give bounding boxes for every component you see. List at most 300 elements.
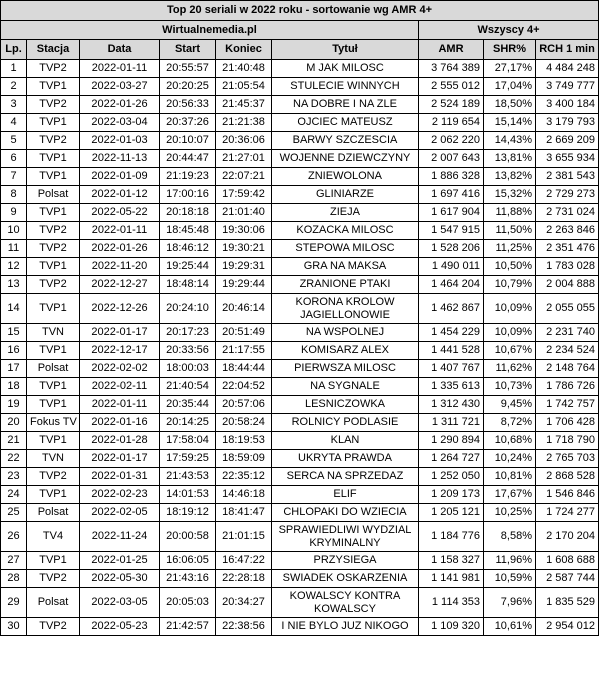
table-cell: 18,50% bbox=[484, 96, 536, 114]
table-cell: 2 954 012 bbox=[536, 618, 599, 636]
table-cell: 1 114 353 bbox=[419, 588, 484, 618]
table-row bbox=[1, 222, 599, 240]
table-cell: 11,88% bbox=[484, 204, 536, 222]
table-cell: 19:30:06 bbox=[216, 222, 272, 240]
table-cell: 2022-01-03 bbox=[80, 132, 160, 150]
table-cell: 2022-03-05 bbox=[80, 588, 160, 618]
table-cell: 19:29:44 bbox=[216, 276, 272, 294]
table-cell: SWIADEK OSKARZENIA bbox=[272, 570, 419, 588]
table-cell: 1 608 688 bbox=[536, 552, 599, 570]
table-cell: 2022-01-11 bbox=[80, 396, 160, 414]
source-label: Wirtualnemedia.pl bbox=[1, 21, 419, 40]
table-cell: 1 835 529 bbox=[536, 588, 599, 618]
table-cell: 3 655 934 bbox=[536, 150, 599, 168]
table-cell: 20 bbox=[1, 414, 27, 432]
table-row bbox=[1, 186, 599, 204]
table-cell: 10,79% bbox=[484, 276, 536, 294]
table-row bbox=[1, 324, 599, 342]
table-cell: 20:56:33 bbox=[160, 96, 216, 114]
table-cell: 17:59:42 bbox=[216, 186, 272, 204]
table-cell: 21:19:23 bbox=[160, 168, 216, 186]
table-cell: 8,58% bbox=[484, 522, 536, 552]
table-title: Top 20 seriali w 2022 roku - sortowanie wg AMR 4+ bbox=[1, 1, 599, 21]
table-cell: 10,73% bbox=[484, 378, 536, 396]
table-cell: TVP1 bbox=[27, 432, 80, 450]
table-cell: 10,50% bbox=[484, 258, 536, 276]
table-cell: 21:45:37 bbox=[216, 96, 272, 114]
table-row bbox=[1, 342, 599, 360]
table-row bbox=[1, 240, 599, 258]
table-cell: 18:41:47 bbox=[216, 504, 272, 522]
table-cell: 21:40:54 bbox=[160, 378, 216, 396]
table-cell: 13,81% bbox=[484, 150, 536, 168]
table-cell: KOZACKA MILOSC bbox=[272, 222, 419, 240]
table-cell: TV4 bbox=[27, 522, 80, 552]
table-cell: 12 bbox=[1, 258, 27, 276]
table-row bbox=[1, 168, 599, 186]
table-cell: 9 bbox=[1, 204, 27, 222]
table-cell: 2022-01-11 bbox=[80, 60, 160, 78]
table-row bbox=[1, 414, 599, 432]
table-cell: 1 617 904 bbox=[419, 204, 484, 222]
table-cell: 20:33:56 bbox=[160, 342, 216, 360]
table-cell: 22:04:52 bbox=[216, 378, 272, 396]
table-cell: 4 bbox=[1, 114, 27, 132]
table-cell: 1 706 428 bbox=[536, 414, 599, 432]
table-row bbox=[1, 360, 599, 378]
table-cell: BARWY SZCZESCIA bbox=[272, 132, 419, 150]
table-cell: 15 bbox=[1, 324, 27, 342]
table-cell: TVP2 bbox=[27, 570, 80, 588]
table-cell: 17 bbox=[1, 360, 27, 378]
table-cell: 20:37:26 bbox=[160, 114, 216, 132]
table-cell: 2 263 846 bbox=[536, 222, 599, 240]
table-cell: 2 765 703 bbox=[536, 450, 599, 468]
table-cell: 2022-01-26 bbox=[80, 240, 160, 258]
table-cell: LESNICZOWKA bbox=[272, 396, 419, 414]
table-cell: 20:17:23 bbox=[160, 324, 216, 342]
table-cell: 8 bbox=[1, 186, 27, 204]
table-cell: 18:44:44 bbox=[216, 360, 272, 378]
table-cell: 1 312 430 bbox=[419, 396, 484, 414]
table-cell: 25 bbox=[1, 504, 27, 522]
col-header-data: Data bbox=[80, 40, 160, 60]
table-cell: 11,50% bbox=[484, 222, 536, 240]
table-cell: 2022-11-24 bbox=[80, 522, 160, 552]
table-cell: 16:06:05 bbox=[160, 552, 216, 570]
table-cell: 17:00:16 bbox=[160, 186, 216, 204]
table-cell: 2022-01-31 bbox=[80, 468, 160, 486]
table-cell: 2022-01-25 bbox=[80, 552, 160, 570]
table-cell: 14 bbox=[1, 294, 27, 324]
table-cell: Polsat bbox=[27, 588, 80, 618]
table-cell: TVP1 bbox=[27, 114, 80, 132]
table-cell: 21:01:15 bbox=[216, 522, 272, 552]
table-row bbox=[1, 132, 599, 150]
table-cell: 13,82% bbox=[484, 168, 536, 186]
table-cell: 2022-11-20 bbox=[80, 258, 160, 276]
table-cell: 2 055 055 bbox=[536, 294, 599, 324]
table-cell: 2 351 476 bbox=[536, 240, 599, 258]
table-cell: 2 555 012 bbox=[419, 78, 484, 96]
table-cell: 7 bbox=[1, 168, 27, 186]
col-header-tytul: Tytuł bbox=[272, 40, 419, 60]
table-cell: KLAN bbox=[272, 432, 419, 450]
table-cell: CHLOPAKI DO WZIECIA bbox=[272, 504, 419, 522]
table-cell: 20:20:25 bbox=[160, 78, 216, 96]
table-cell: 1 109 320 bbox=[419, 618, 484, 636]
table-cell: 2 731 024 bbox=[536, 204, 599, 222]
table-cell: 1 718 790 bbox=[536, 432, 599, 450]
table-cell: TVP2 bbox=[27, 96, 80, 114]
table-row bbox=[1, 378, 599, 396]
table-cell: I NIE BYLO JUZ NIKOGO bbox=[272, 618, 419, 636]
table-cell: 1 141 981 bbox=[419, 570, 484, 588]
table-cell: 1 158 327 bbox=[419, 552, 484, 570]
table-cell: 20:57:06 bbox=[216, 396, 272, 414]
table-cell: 1 783 028 bbox=[536, 258, 599, 276]
table-cell: 16:47:22 bbox=[216, 552, 272, 570]
table-cell: TVP2 bbox=[27, 618, 80, 636]
table-cell: TVP2 bbox=[27, 240, 80, 258]
table-cell: 1 bbox=[1, 60, 27, 78]
table-cell: 2022-03-04 bbox=[80, 114, 160, 132]
table-cell: 10,24% bbox=[484, 450, 536, 468]
table-cell: 1 205 121 bbox=[419, 504, 484, 522]
table-cell: Fokus TV bbox=[27, 414, 80, 432]
table-cell: TVP1 bbox=[27, 378, 80, 396]
table-cell: 3 179 793 bbox=[536, 114, 599, 132]
group-label: Wszyscy 4+ bbox=[419, 21, 599, 40]
table-cell: 10,68% bbox=[484, 432, 536, 450]
table-cell: 20:00:58 bbox=[160, 522, 216, 552]
table-cell: TVP1 bbox=[27, 294, 80, 324]
table-cell: 22:07:21 bbox=[216, 168, 272, 186]
table-cell: 26 bbox=[1, 522, 27, 552]
header-row bbox=[1, 40, 599, 60]
table-cell: 2022-02-02 bbox=[80, 360, 160, 378]
table-cell: 3 749 777 bbox=[536, 78, 599, 96]
table-row bbox=[1, 204, 599, 222]
table-cell: 14:01:53 bbox=[160, 486, 216, 504]
table-cell: 11,62% bbox=[484, 360, 536, 378]
table-cell: 21:05:54 bbox=[216, 78, 272, 96]
col-header-shr: SHR% bbox=[484, 40, 536, 60]
table-cell: 20:24:10 bbox=[160, 294, 216, 324]
table-cell: 1 462 867 bbox=[419, 294, 484, 324]
table-cell: 2022-01-28 bbox=[80, 432, 160, 450]
table-cell: 1 697 416 bbox=[419, 186, 484, 204]
table-cell: 2022-12-27 bbox=[80, 276, 160, 294]
table-cell: 1 724 277 bbox=[536, 504, 599, 522]
table-cell: ZIEJA bbox=[272, 204, 419, 222]
table-cell: UKRYTA PRAWDA bbox=[272, 450, 419, 468]
table-cell: TVP1 bbox=[27, 204, 80, 222]
table-cell: 11,25% bbox=[484, 240, 536, 258]
table-cell: 18:19:53 bbox=[216, 432, 272, 450]
table-row bbox=[1, 60, 599, 78]
table-row bbox=[1, 114, 599, 132]
table-cell: KOMISARZ ALEX bbox=[272, 342, 419, 360]
table-cell: 1 441 528 bbox=[419, 342, 484, 360]
table-row bbox=[1, 570, 599, 588]
table-cell: 2 669 209 bbox=[536, 132, 599, 150]
table-cell: 2022-01-11 bbox=[80, 222, 160, 240]
table-cell: 2 170 204 bbox=[536, 522, 599, 552]
table-cell: 1 209 173 bbox=[419, 486, 484, 504]
table-cell: 20:55:57 bbox=[160, 60, 216, 78]
table-cell: 21:40:48 bbox=[216, 60, 272, 78]
table-row bbox=[1, 294, 599, 324]
table-cell: 23 bbox=[1, 468, 27, 486]
table-cell: 10,59% bbox=[484, 570, 536, 588]
table-cell: 2 007 643 bbox=[419, 150, 484, 168]
table-cell: SERCA NA SPRZEDAZ bbox=[272, 468, 419, 486]
table-cell: 1 264 727 bbox=[419, 450, 484, 468]
table-cell: 3 400 184 bbox=[536, 96, 599, 114]
table-cell: 21:43:16 bbox=[160, 570, 216, 588]
table-cell: 21:17:55 bbox=[216, 342, 272, 360]
col-header-amr: AMR bbox=[419, 40, 484, 60]
table-cell: 14,43% bbox=[484, 132, 536, 150]
table-cell: Polsat bbox=[27, 504, 80, 522]
table-cell: 19 bbox=[1, 396, 27, 414]
table-cell: 1 311 721 bbox=[419, 414, 484, 432]
table-cell: 2 868 528 bbox=[536, 468, 599, 486]
table-cell: M JAK MILOSC bbox=[272, 60, 419, 78]
table-cell: 2 bbox=[1, 78, 27, 96]
table-cell: 11 bbox=[1, 240, 27, 258]
col-header-start: Start bbox=[160, 40, 216, 60]
table-cell: 21 bbox=[1, 432, 27, 450]
table-row bbox=[1, 396, 599, 414]
table-row bbox=[1, 618, 599, 636]
table-cell: 2022-05-30 bbox=[80, 570, 160, 588]
table-cell: TVP1 bbox=[27, 486, 80, 504]
table-cell: 20:35:44 bbox=[160, 396, 216, 414]
table-cell: 2022-03-27 bbox=[80, 78, 160, 96]
table-cell: TVP1 bbox=[27, 258, 80, 276]
table-cell: 10,09% bbox=[484, 324, 536, 342]
table-cell: 20:05:03 bbox=[160, 588, 216, 618]
table-cell: 8,72% bbox=[484, 414, 536, 432]
table-cell: TVP1 bbox=[27, 396, 80, 414]
table-cell: 2022-12-17 bbox=[80, 342, 160, 360]
table-cell: SPRAWIEDLIWI WYDZIAL KRYMINALNY bbox=[272, 522, 419, 552]
table-cell: 20:36:06 bbox=[216, 132, 272, 150]
table-cell: 1 547 915 bbox=[419, 222, 484, 240]
table-cell: GLINIARZE bbox=[272, 186, 419, 204]
table-cell: TVP2 bbox=[27, 222, 80, 240]
table-cell: 1 454 229 bbox=[419, 324, 484, 342]
table-cell: 21:27:01 bbox=[216, 150, 272, 168]
table-row bbox=[1, 450, 599, 468]
table-cell: 20:14:25 bbox=[160, 414, 216, 432]
table-cell: 9,45% bbox=[484, 396, 536, 414]
table-cell: 10,61% bbox=[484, 618, 536, 636]
col-header-rch: RCH 1 min bbox=[536, 40, 599, 60]
table-row bbox=[1, 552, 599, 570]
table-cell: 24 bbox=[1, 486, 27, 504]
table-cell: 2 381 543 bbox=[536, 168, 599, 186]
table-cell: 30 bbox=[1, 618, 27, 636]
table-cell: 18 bbox=[1, 378, 27, 396]
table-row bbox=[1, 468, 599, 486]
table-cell: 1 786 726 bbox=[536, 378, 599, 396]
table-cell: 17:59:25 bbox=[160, 450, 216, 468]
table-cell: 2022-05-23 bbox=[80, 618, 160, 636]
table-cell: 10,67% bbox=[484, 342, 536, 360]
table-cell: 27 bbox=[1, 552, 27, 570]
table-cell: NA WSPOLNEJ bbox=[272, 324, 419, 342]
table-cell: 2 148 764 bbox=[536, 360, 599, 378]
table-cell: GRA NA MAKSA bbox=[272, 258, 419, 276]
table-cell: 29 bbox=[1, 588, 27, 618]
table-cell: 18:19:12 bbox=[160, 504, 216, 522]
table-cell: PRZYSIEGA bbox=[272, 552, 419, 570]
table-cell: 1 335 613 bbox=[419, 378, 484, 396]
title-row bbox=[1, 1, 599, 21]
table-cell: 3 764 389 bbox=[419, 60, 484, 78]
table-cell: TVP1 bbox=[27, 552, 80, 570]
table-cell: 2 119 654 bbox=[419, 114, 484, 132]
table-cell: 18:45:48 bbox=[160, 222, 216, 240]
table-cell: ZNIEWOLONA bbox=[272, 168, 419, 186]
table-row bbox=[1, 96, 599, 114]
source-row bbox=[1, 21, 599, 40]
table-cell: 1 464 204 bbox=[419, 276, 484, 294]
table-cell: 20:10:07 bbox=[160, 132, 216, 150]
table-cell: TVP1 bbox=[27, 150, 80, 168]
table-row bbox=[1, 258, 599, 276]
table-cell: 1 528 206 bbox=[419, 240, 484, 258]
table-cell: 19:30:21 bbox=[216, 240, 272, 258]
table-cell: 22:28:18 bbox=[216, 570, 272, 588]
table-cell: NA DOBRE I NA ZLE bbox=[272, 96, 419, 114]
table-cell: 11,96% bbox=[484, 552, 536, 570]
table-cell: 15,14% bbox=[484, 114, 536, 132]
table-cell: WOJENNE DZIEWCZYNY bbox=[272, 150, 419, 168]
table-cell: 21:43:53 bbox=[160, 468, 216, 486]
col-header-stacja: Stacja bbox=[27, 40, 80, 60]
col-header-koniec: Koniec bbox=[216, 40, 272, 60]
table-cell: 2022-01-26 bbox=[80, 96, 160, 114]
table-cell: 10,25% bbox=[484, 504, 536, 522]
table-cell: 2022-05-22 bbox=[80, 204, 160, 222]
table-cell: TVP2 bbox=[27, 132, 80, 150]
table-cell: TVP2 bbox=[27, 468, 80, 486]
table-cell: 1 407 767 bbox=[419, 360, 484, 378]
table-cell: 2022-01-17 bbox=[80, 324, 160, 342]
table-cell: TVP1 bbox=[27, 342, 80, 360]
table-cell: STULECIE WINNYCH bbox=[272, 78, 419, 96]
table-cell: 17:58:04 bbox=[160, 432, 216, 450]
table-cell: 20:44:47 bbox=[160, 150, 216, 168]
table-row bbox=[1, 522, 599, 552]
table-cell: 4 484 248 bbox=[536, 60, 599, 78]
table-cell: 2022-01-09 bbox=[80, 168, 160, 186]
table-cell: TVN bbox=[27, 450, 80, 468]
table-cell: 1 252 050 bbox=[419, 468, 484, 486]
table-cell: 2022-02-11 bbox=[80, 378, 160, 396]
table-cell: 2 587 744 bbox=[536, 570, 599, 588]
table-cell: 1 490 011 bbox=[419, 258, 484, 276]
table-cell: 6 bbox=[1, 150, 27, 168]
table-row bbox=[1, 486, 599, 504]
table-cell: 1 546 846 bbox=[536, 486, 599, 504]
table-cell: 13 bbox=[1, 276, 27, 294]
table-cell: 20:34:27 bbox=[216, 588, 272, 618]
table-cell: KOWALSCY KONTRA KOWALSCY bbox=[272, 588, 419, 618]
table-cell: 3 bbox=[1, 96, 27, 114]
table-cell: TVP2 bbox=[27, 60, 80, 78]
table-cell: 17,04% bbox=[484, 78, 536, 96]
table-cell: 20:58:24 bbox=[216, 414, 272, 432]
table-cell: 21:42:57 bbox=[160, 618, 216, 636]
table-cell: 28 bbox=[1, 570, 27, 588]
table-row bbox=[1, 78, 599, 96]
table-cell: 21:01:40 bbox=[216, 204, 272, 222]
table-cell: ELIF bbox=[272, 486, 419, 504]
table-cell: 2022-12-26 bbox=[80, 294, 160, 324]
table-cell: ZRANIONE PTAKI bbox=[272, 276, 419, 294]
table-cell: 2 062 220 bbox=[419, 132, 484, 150]
table-cell: 1 742 757 bbox=[536, 396, 599, 414]
table-cell: 18:46:12 bbox=[160, 240, 216, 258]
table-cell: 1 886 328 bbox=[419, 168, 484, 186]
table-cell: OJCIEC MATEUSZ bbox=[272, 114, 419, 132]
table-cell: PIERWSZA MILOSC bbox=[272, 360, 419, 378]
table-cell: NA SYGNALE bbox=[272, 378, 419, 396]
table-cell: 2022-01-12 bbox=[80, 186, 160, 204]
table-cell: 19:29:31 bbox=[216, 258, 272, 276]
table-cell: 27,17% bbox=[484, 60, 536, 78]
table-cell: 2022-01-16 bbox=[80, 414, 160, 432]
table-cell: 2 234 524 bbox=[536, 342, 599, 360]
table-cell: KORONA KROLOW JAGIELLONOWIE bbox=[272, 294, 419, 324]
table-cell: 1 184 776 bbox=[419, 522, 484, 552]
table-cell: TVP1 bbox=[27, 78, 80, 96]
table-cell: 20:51:49 bbox=[216, 324, 272, 342]
table-cell: 19:25:44 bbox=[160, 258, 216, 276]
table-cell: 17,67% bbox=[484, 486, 536, 504]
table-row bbox=[1, 150, 599, 168]
table-cell: 22:38:56 bbox=[216, 618, 272, 636]
table-row bbox=[1, 276, 599, 294]
table-cell: Polsat bbox=[27, 186, 80, 204]
table-cell: 1 290 894 bbox=[419, 432, 484, 450]
table-cell: 21:21:38 bbox=[216, 114, 272, 132]
table-cell: Polsat bbox=[27, 360, 80, 378]
table-cell: 5 bbox=[1, 132, 27, 150]
table-cell: 14:46:18 bbox=[216, 486, 272, 504]
table-cell: 2 524 189 bbox=[419, 96, 484, 114]
table-cell: 18:00:03 bbox=[160, 360, 216, 378]
table-cell: 2022-11-13 bbox=[80, 150, 160, 168]
table-cell: 10 bbox=[1, 222, 27, 240]
table-cell: 10,81% bbox=[484, 468, 536, 486]
table-cell: 20:18:18 bbox=[160, 204, 216, 222]
table-cell: 2022-02-05 bbox=[80, 504, 160, 522]
table-row bbox=[1, 504, 599, 522]
table-cell: TVP2 bbox=[27, 276, 80, 294]
table-cell: 18:48:14 bbox=[160, 276, 216, 294]
table-cell: 7,96% bbox=[484, 588, 536, 618]
table-cell: 10,09% bbox=[484, 294, 536, 324]
col-header-lp: Lp. bbox=[1, 40, 27, 60]
table-cell: STEPOWA MILOSC bbox=[272, 240, 419, 258]
table-cell: 2 729 273 bbox=[536, 186, 599, 204]
